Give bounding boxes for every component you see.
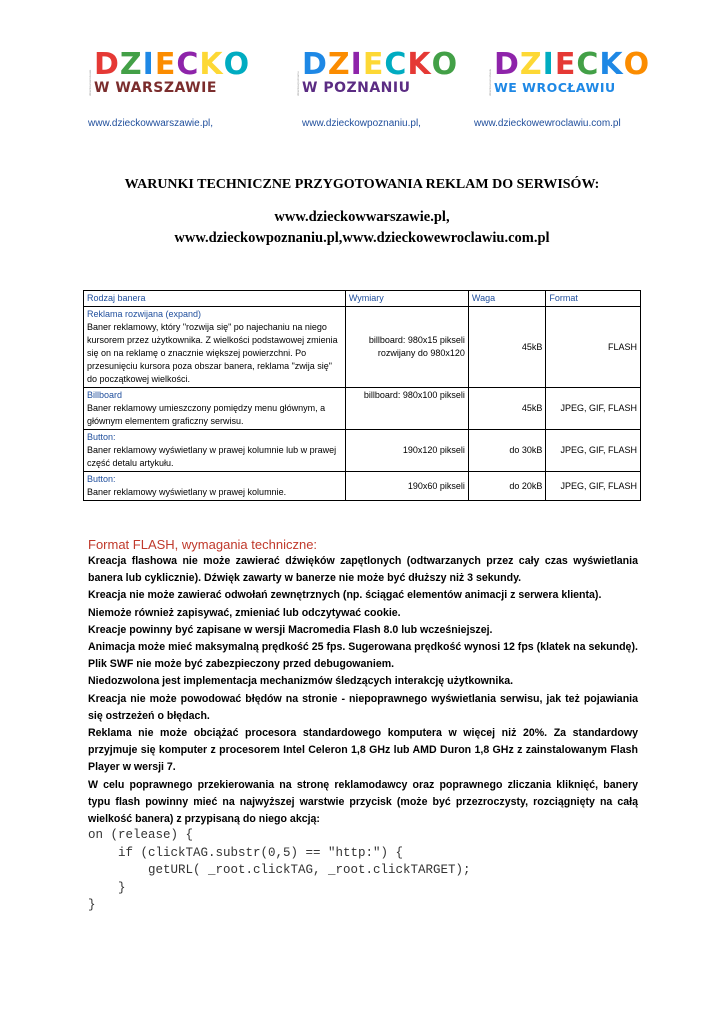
banner-name: Button: [87, 432, 116, 442]
paragraph: Niemoże również zapisywać, zmieniać lub odczytywać cookie. [88, 606, 401, 619]
url-warszawa[interactable]: www.dzieckowwarszawie.pl, [88, 118, 214, 129]
logo-warszawa [88, 44, 251, 102]
logo-letter: C [384, 47, 408, 82]
logo-side-text: dzieckowwarszawie [88, 69, 92, 96]
banner-name: Billboard [87, 390, 123, 400]
logo-letter: D [494, 47, 520, 82]
banner-desc: Baner reklamowy, który "rozwija się" po najechaniu na niego kursorem przez użytkownika. Z wielkości podstawowej zmienia się on na reklamę o znacznie większej powierzchni. Po przesunięciu kursora poza obszar banera, reklama "zwija się" do początkowej wielkości. [87, 322, 338, 384]
section-heading: Format FLASH, wymagania techniczne: [88, 537, 318, 552]
url-wroclaw[interactable]: www.dzieckowewroclawiu.com.pl [474, 118, 621, 129]
logo-letter: I [542, 47, 555, 82]
cell-weight: 45kB [468, 388, 545, 430]
cell-dims: billboard: 980x15 pikseli rozwijany do 980x120 [345, 307, 468, 388]
paragraph: Plik SWF nie może być zabezpieczony przed debugowaniem. [88, 658, 395, 671]
subtitle-line-2: www.dzieckowpoznaniu.pl,www.dzieckowewroclawiu.com.pl [174, 230, 550, 246]
logo-letter: K [599, 47, 624, 82]
logo-letter: Z [327, 47, 351, 82]
logo-side-text: dzieckowewroclawiu [488, 68, 492, 96]
logo-letter: O [223, 47, 251, 82]
code-snippet: on (release) { if (clickTAG.substr(0,5) == "http:") { getURL( _root.clickTAG, _root.clickTARGET); } } [88, 828, 471, 912]
logo-letter: E [554, 47, 577, 82]
banner-name: Reklama rozwijana (expand) [87, 309, 202, 319]
table-row [84, 430, 641, 472]
logo-word [494, 47, 651, 82]
banner-desc: Baner reklamowy umieszczony pomiędzy menu głównym, a głównym elementem graficzny serwisu. [87, 403, 326, 426]
logo-letter: I [142, 47, 155, 82]
paragraph: W celu poprawnego przekierowania na stronę reklamodawcy oraz poprawnego zliczania kliknięć, banery typu flash powinny mieć na najwyższej warstwie przycisk (może być przezroczysty, rozciągnięty na całą wielkość banera) z przypisaną do niego akcją: [88, 778, 638, 826]
page-subtitle [60, 207, 664, 249]
cell-dims: 190x60 pikseli [345, 472, 468, 501]
cell-weight: 45kB [468, 307, 545, 388]
logo-letter: Z [119, 47, 143, 82]
cell-format: JPEG, GIF, FLASH [546, 388, 641, 430]
logo-letter: E [362, 47, 385, 82]
header-type: Rodzaj banera [84, 291, 346, 307]
paragraph: Kreacja nie może powodować błędów na stronie - niepoprawnego wyświetlania serwisu, jak też pojawiania się ostrzeżeń o błędach. [88, 692, 638, 722]
paragraph: Kreacja flashowa nie może zawierać dźwięków zapętlonych (odtwarzanych przez cały czas wyświetlania banera lub cyklicznie). Dźwięk zawarty w banerze nie może być dłuższy niż 3 sekundy. [88, 555, 638, 585]
logo-city: W POZNANIU [302, 80, 411, 96]
logo-poznan [296, 44, 459, 102]
ad-spec-table [83, 290, 641, 501]
table-row [84, 472, 641, 501]
header-weight: Waga [468, 291, 545, 307]
logo-letter: O [623, 47, 651, 82]
cell-format: JPEG, GIF, FLASH [546, 430, 641, 472]
cell-weight: do 20kB [468, 472, 545, 501]
paragraph: Niedozwolona jest implementacja mechanizmów śledzących interakcję użytkownika. [88, 675, 514, 688]
logo-letter: C [176, 47, 200, 82]
cell-type [84, 430, 346, 472]
cell-format: JPEG, GIF, FLASH [546, 472, 641, 501]
header-dims: Wymiary [345, 291, 468, 307]
logo-letter: I [350, 47, 363, 82]
table-row [84, 307, 641, 388]
url-poznan[interactable]: www.dzieckowpoznaniu.pl, [302, 118, 421, 129]
subtitle-line-1: www.dzieckowwarszawie.pl, [274, 209, 450, 225]
logo-letter: D [302, 47, 328, 82]
requirements-text [88, 553, 638, 828]
cell-type [84, 307, 346, 388]
table-header-row [84, 291, 641, 307]
banner-desc: Baner reklamowy wyświetlany w prawej kolumnie. [87, 487, 287, 497]
logo-letter: K [199, 47, 224, 82]
paragraph: Kreacje powinny być zapisane w wersji Macromedia Flash 8.0 lub wcześniejszej. [88, 623, 493, 636]
header-format: Format [546, 291, 641, 307]
logo-bar [0, 44, 724, 104]
logo-wroclaw [488, 44, 651, 102]
logo-letter: C [576, 47, 600, 82]
logo-word [302, 47, 459, 82]
banner-name: Button: [87, 474, 116, 484]
logo-letter: D [94, 47, 120, 82]
paragraph: Animacja może mieć maksymalną prędkość 25 fps. Sugerowana prędkość wynosi 12 fps (klatek na sekundę). [88, 641, 638, 654]
cell-type [84, 472, 346, 501]
logo-city: WE WROCŁAWIU [494, 80, 616, 95]
cell-dims: 190x120 pikseli [345, 430, 468, 472]
logo-letter: O [431, 47, 459, 82]
cell-format: FLASH [546, 307, 641, 388]
logo-side-text: dzieckowpoznaniu [296, 71, 300, 96]
cell-type [84, 388, 346, 430]
logo-letter: Z [519, 47, 543, 82]
banner-desc: Baner reklamowy wyświetlany w prawej kolumnie lub w prawej część detalu artykułu. [87, 445, 337, 468]
paragraph: Kreacja nie może zawierać odwołań zewnętrznych (np. ściągać elementów animacji z serwera klienta). [88, 589, 602, 602]
logo-city: W WARSZAWIE [94, 80, 217, 96]
logo-word [94, 47, 251, 82]
logo-letter: K [407, 47, 432, 82]
table-row [84, 388, 641, 430]
cell-dims: billboard: 980x100 pikseli [345, 388, 468, 430]
page-title: WARUNKI TECHNICZNE PRZYGOTOWANIA REKLAM DO SERWISÓW: [124, 177, 600, 192]
cell-weight: do 30kB [468, 430, 545, 472]
paragraph: Reklama nie może obciążać procesora standardowego komputera w więcej niż 20%. Za standardowy przyjmuje się komputer z procesorem Intel Celeron 1,8 GHz lub AMD Duron 1,8 GHz z zainstalowanym Flash Player w wersji 7. [88, 727, 638, 774]
logo-letter: E [154, 47, 177, 82]
